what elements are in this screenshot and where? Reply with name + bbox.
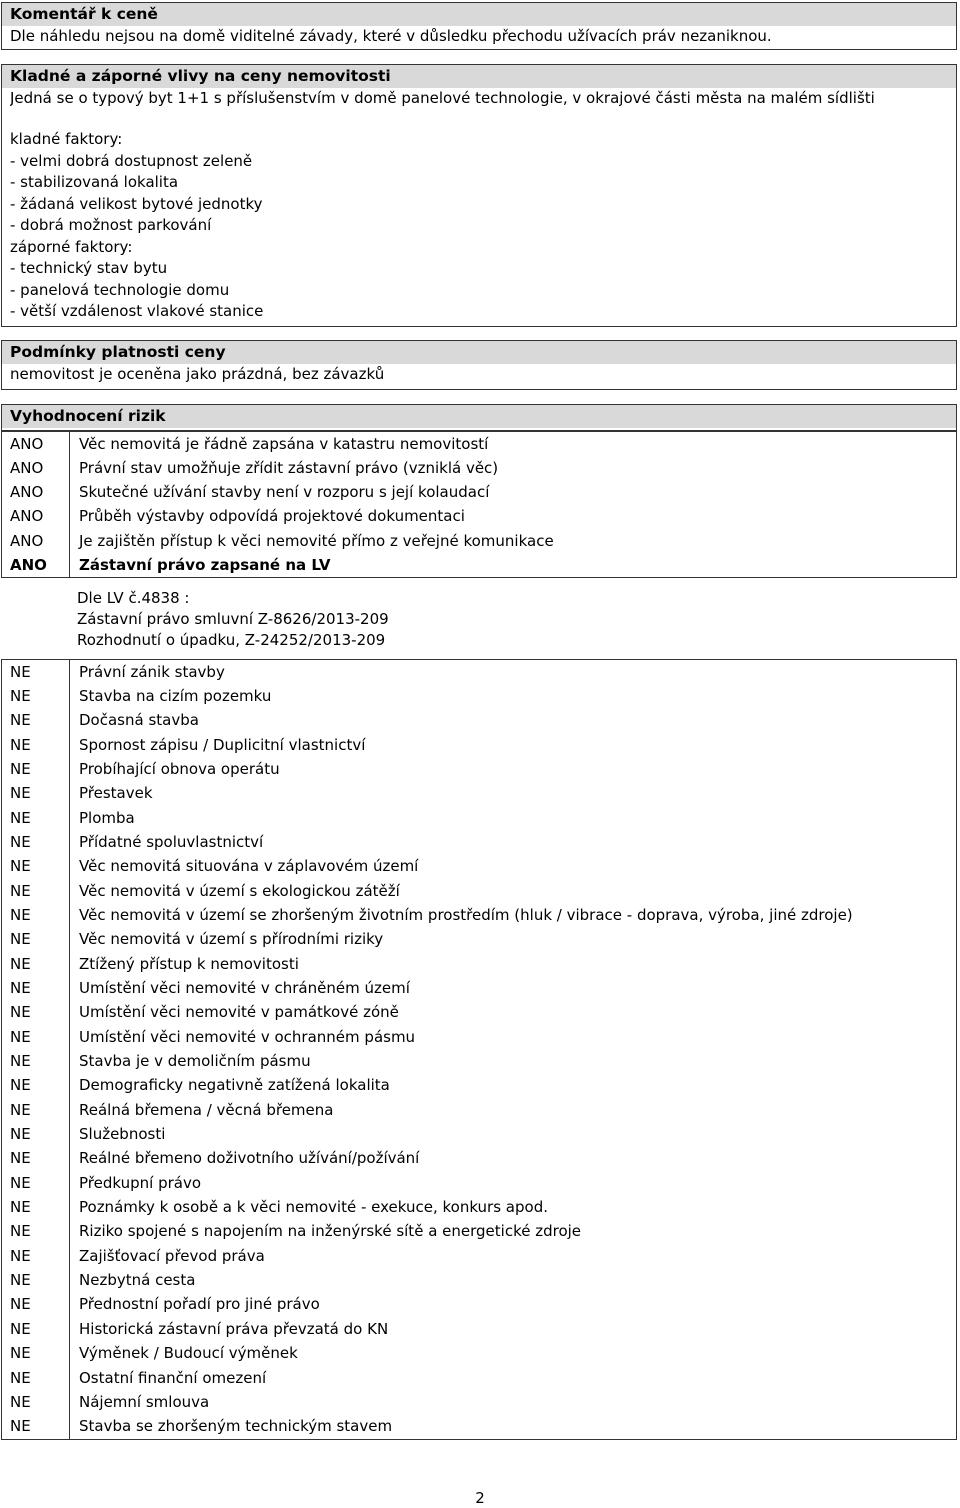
risk-flag: NE bbox=[2, 1317, 70, 1341]
risk-text: Zajišťovací převod práva bbox=[79, 1246, 265, 1265]
risk-text: Demograficky negativně zatížená lokalita bbox=[79, 1076, 390, 1095]
risk-row bbox=[2, 855, 956, 879]
risk-flag: NE bbox=[2, 733, 70, 757]
lien-note bbox=[77, 588, 389, 651]
risk-text: Přednostní pořadí pro jiné právo bbox=[79, 1295, 320, 1314]
risk-text: Reálné břemeno doživotního užívání/požívání bbox=[79, 1149, 420, 1168]
risk-flag: ANO bbox=[2, 481, 70, 505]
risk-text: Riziko spojené s napojením na inženýrské sítě a energetické zdroje bbox=[79, 1222, 582, 1241]
risk-row bbox=[2, 1415, 956, 1439]
risks-no-table bbox=[1, 659, 957, 1440]
risk-row bbox=[2, 432, 956, 456]
risk-row bbox=[2, 1098, 956, 1122]
risk-flag: NE bbox=[2, 757, 70, 781]
risk-row bbox=[2, 976, 956, 1000]
price-comment-text: Dle náhledu nejsou na domě viditelné závady, které v důsledku přechodu užívacích práv nezaniknou. bbox=[10, 26, 772, 45]
risk-flag: NE bbox=[2, 1269, 70, 1293]
lien-note-line: Rozhodnutí o úpadku, Z-24252/2013-209 bbox=[77, 631, 386, 649]
risk-text: Věc nemovitá v území s ekologickou zátěží bbox=[79, 881, 400, 900]
risk-flag: NE bbox=[2, 855, 70, 879]
influences-section bbox=[1, 64, 957, 327]
influence-line: - žádaná velikost bytové jednotky bbox=[10, 195, 263, 213]
influences-heading: Kladné a záporné vlivy na ceny nemovitosti bbox=[2, 65, 956, 88]
risk-row bbox=[2, 952, 956, 976]
risk-text: Zástavní právo zapsané na LV bbox=[79, 556, 331, 574]
risk-row bbox=[2, 830, 956, 854]
risk-row bbox=[2, 660, 956, 684]
risk-text: Umístění věci nemovité v ochranném pásmu bbox=[79, 1027, 416, 1046]
risk-flag: NE bbox=[2, 1147, 70, 1171]
risk-flag: NE bbox=[2, 1074, 70, 1098]
risk-text: Přídatné spoluvlastnictví bbox=[79, 832, 264, 851]
lien-note-line: Dle LV č.4838 : bbox=[77, 589, 190, 607]
risk-flag: NE bbox=[2, 976, 70, 1000]
risk-text: Věc nemovitá situována v záplavovém území bbox=[79, 857, 419, 876]
lien-note-line: Zástavní právo smluvní Z-8626/2013-209 bbox=[77, 610, 389, 628]
risk-row bbox=[2, 529, 956, 553]
influence-line: záporné faktory: bbox=[10, 238, 133, 256]
influence-line: - velmi dobrá dostupnost zeleně bbox=[10, 152, 253, 170]
influence-line: kladné faktory: bbox=[10, 131, 123, 149]
risk-row bbox=[2, 505, 956, 529]
validity-heading: Podmínky platnosti ceny bbox=[2, 341, 956, 364]
validity-section bbox=[1, 340, 957, 390]
risk-text: Výměnek / Budoucí výměnek bbox=[79, 1344, 298, 1363]
risk-text: Stavba je v demoličním pásmu bbox=[79, 1052, 311, 1071]
risk-flag: NE bbox=[2, 1050, 70, 1074]
risk-flag: NE bbox=[2, 1366, 70, 1390]
risk-flag: NE bbox=[2, 1390, 70, 1414]
influence-line: - stabilizovaná lokalita bbox=[10, 174, 179, 192]
risk-row bbox=[2, 903, 956, 927]
risk-flag: ANO bbox=[2, 456, 70, 480]
risk-text: Je zajištěn přístup k věci nemovité přímo z veřejné komunikace bbox=[79, 531, 554, 550]
influences-lines bbox=[2, 88, 956, 327]
risk-row bbox=[2, 553, 956, 577]
risk-flag: ANO bbox=[2, 553, 70, 577]
risk-row bbox=[2, 1147, 956, 1171]
risk-text: Služebnosti bbox=[79, 1125, 166, 1144]
price-comment-heading: Komentář k ceně bbox=[2, 3, 956, 26]
risk-text: Umístění věci nemovité v památkové zóně bbox=[79, 1003, 399, 1022]
influence-line: - panelová technologie domu bbox=[10, 281, 230, 299]
risk-text: Stavba na cizím pozemku bbox=[79, 686, 272, 705]
risk-text: Skutečné užívání stavby není v rozporu s její kolaudací bbox=[79, 483, 490, 502]
risk-row bbox=[2, 1317, 956, 1341]
risk-row bbox=[2, 1220, 956, 1244]
risk-text: Spornost zápisu / Duplicitní vlastnictví bbox=[79, 735, 366, 754]
risk-text: Průběh výstavby odpovídá projektové dokumentaci bbox=[79, 507, 465, 526]
risk-row bbox=[2, 709, 956, 733]
risk-row bbox=[2, 757, 956, 781]
risk-text: Předkupní právo bbox=[79, 1173, 201, 1192]
risk-flag: NE bbox=[2, 1001, 70, 1025]
risk-row bbox=[2, 1171, 956, 1195]
risk-text: Plomba bbox=[79, 808, 135, 827]
risk-text: Nájemní smlouva bbox=[79, 1392, 210, 1411]
risk-row bbox=[2, 1025, 956, 1049]
risks-yes-table bbox=[1, 431, 957, 578]
influence-line bbox=[10, 111, 948, 131]
risk-text: Reálná břemena / věcná břemena bbox=[79, 1100, 334, 1119]
influence-line: Jedná se o typový byt 1+1 s příslušenstvím v domě panelové technologie, v okrajové části města na malém sídlišti bbox=[10, 89, 875, 107]
risk-text: Právní zánik stavby bbox=[79, 662, 225, 681]
risk-row bbox=[2, 879, 956, 903]
risk-row bbox=[2, 1390, 956, 1414]
risk-flag: NE bbox=[2, 928, 70, 952]
influence-line: - technický stav bytu bbox=[10, 260, 168, 278]
risk-flag: NE bbox=[2, 830, 70, 854]
risk-row bbox=[2, 1050, 956, 1074]
risk-flag: NE bbox=[2, 1098, 70, 1122]
risk-text: Probíhající obnova operátu bbox=[79, 759, 280, 778]
risk-text: Právní stav umožňuje zřídit zástavní právo (vzniklá věc) bbox=[79, 458, 499, 477]
risk-flag: NE bbox=[2, 1293, 70, 1317]
risk-row bbox=[2, 1123, 956, 1147]
risk-text: Věc nemovitá v území se zhoršeným životním prostředím (hluk / vibrace - doprava, výroba, jiné zdroje) bbox=[79, 905, 853, 924]
risk-flag: NE bbox=[2, 1123, 70, 1147]
risk-row bbox=[2, 481, 956, 505]
risk-flag: NE bbox=[2, 903, 70, 927]
risk-row bbox=[2, 733, 956, 757]
price-comment-section bbox=[1, 2, 957, 50]
risk-row bbox=[2, 1244, 956, 1268]
risk-row bbox=[2, 1366, 956, 1390]
risk-text: Přestavek bbox=[79, 784, 153, 803]
risk-flag: NE bbox=[2, 1415, 70, 1439]
risk-text: Ostatní finanční omezení bbox=[79, 1368, 267, 1387]
risk-row bbox=[2, 1074, 956, 1098]
risk-text: Stavba se zhoršeným technickým stavem bbox=[79, 1417, 393, 1436]
risk-flag: NE bbox=[2, 1342, 70, 1366]
risks-heading: Vyhodnocení rizik bbox=[2, 405, 956, 428]
risk-flag: NE bbox=[2, 806, 70, 830]
risk-flag: NE bbox=[2, 952, 70, 976]
risk-text: Věc nemovitá v území s přírodními riziky bbox=[79, 930, 384, 949]
risk-text: Umístění věci nemovité v chráněném území bbox=[79, 979, 410, 998]
risk-row bbox=[2, 782, 956, 806]
risk-text: Poznámky k osobě a k věci nemovité - exekuce, konkurs apod. bbox=[79, 1198, 548, 1217]
page-number: 2 bbox=[475, 1489, 485, 1507]
risk-row bbox=[2, 1342, 956, 1366]
risk-flag: NE bbox=[2, 782, 70, 806]
risk-flag: NE bbox=[2, 1025, 70, 1049]
risk-flag: NE bbox=[2, 879, 70, 903]
risk-text: Ztížený přístup k nemovitosti bbox=[79, 954, 299, 973]
risk-row bbox=[2, 1001, 956, 1025]
risk-row bbox=[2, 684, 956, 708]
risk-flag: ANO bbox=[2, 529, 70, 553]
risk-row bbox=[2, 806, 956, 830]
risk-text: Historická zástavní práva převzatá do KN bbox=[79, 1319, 389, 1338]
risk-row bbox=[2, 928, 956, 952]
risk-flag: NE bbox=[2, 1220, 70, 1244]
risk-text: Dočasná stavba bbox=[79, 711, 199, 730]
risk-text: Nezbytná cesta bbox=[79, 1271, 196, 1290]
risk-row bbox=[2, 1196, 956, 1220]
risk-flag: NE bbox=[2, 709, 70, 733]
risk-flag: ANO bbox=[2, 505, 70, 529]
risk-flag: NE bbox=[2, 684, 70, 708]
risk-row bbox=[2, 1269, 956, 1293]
validity-text: nemovitost je oceněna jako prázdná, bez závazků bbox=[10, 364, 385, 383]
risk-text: Věc nemovitá je řádně zapsána v katastru nemovitostí bbox=[79, 434, 489, 453]
influence-line: - dobrá možnost parkování bbox=[10, 217, 212, 235]
risk-flag: NE bbox=[2, 1196, 70, 1220]
risk-flag: ANO bbox=[2, 432, 70, 456]
risk-flag: NE bbox=[2, 1171, 70, 1195]
risk-flag: NE bbox=[2, 660, 70, 684]
risk-flag: NE bbox=[2, 1244, 70, 1268]
risk-row bbox=[2, 456, 956, 480]
influence-line: - větší vzdálenost vlakové stanice bbox=[10, 303, 264, 321]
risk-row bbox=[2, 1293, 956, 1317]
risks-heading-box bbox=[1, 404, 957, 431]
